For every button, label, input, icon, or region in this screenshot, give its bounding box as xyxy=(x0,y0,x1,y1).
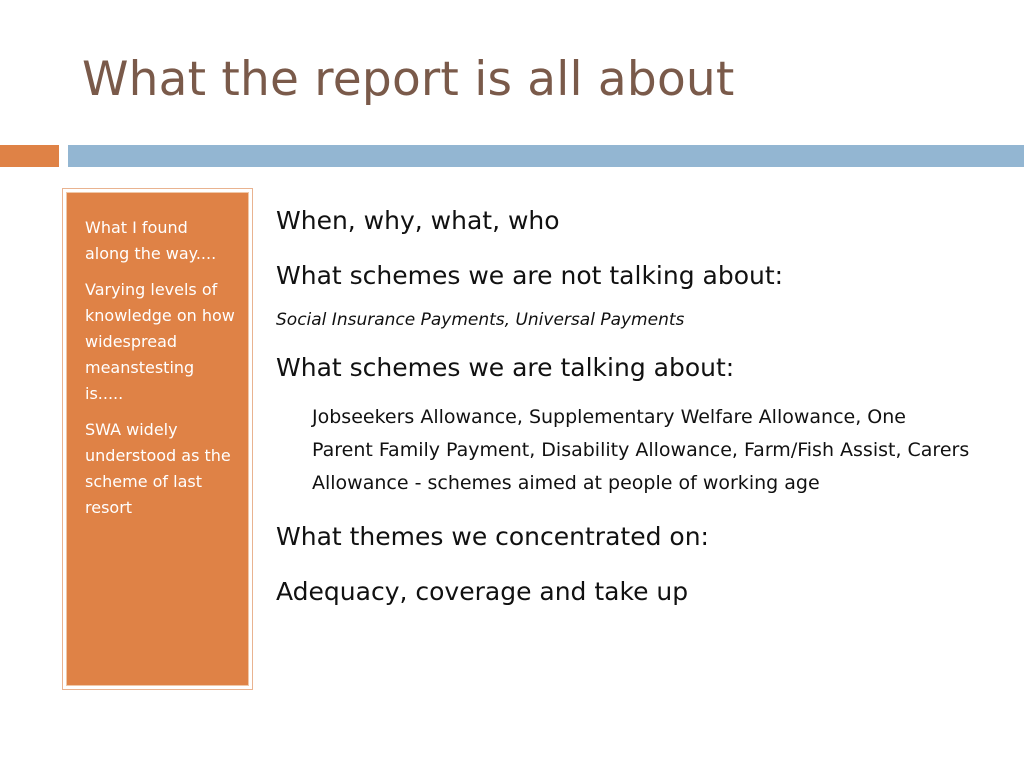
content-line-when-why: When, why, what, who xyxy=(276,206,560,235)
content-line-adequacy: Adequacy, coverage and take up xyxy=(276,577,689,606)
content-line-not-talking: What schemes we are not talking about: xyxy=(276,261,784,290)
content-body xyxy=(276,204,996,630)
accent-bar-orange xyxy=(0,145,59,167)
content-line-excluded-schemes: Social Insurance Payments, Universal Payments xyxy=(276,310,685,330)
content-line-talking: What schemes we are talking about: xyxy=(276,353,735,382)
content-line-themes: What themes we concentrated on: xyxy=(276,522,709,551)
sidebar-paragraph: What I found along the way.... xyxy=(85,218,217,263)
accent-bar-blue xyxy=(68,145,1024,167)
slide-title: What the report is all about xyxy=(82,52,735,107)
sidebar-paragraph: Varying levels of knowledge on how widespread meanstesting is..... xyxy=(85,280,235,403)
sidebar-paragraph: SWA widely understood as the scheme of last resort xyxy=(85,420,231,517)
content-line-included-schemes: Jobseekers Allowance, Supplementary Welfare Allowance, One Parent Family Payment, Disability Allowance, Farm/Fish Assist, Carers Allowance - schemes aimed at people of working age xyxy=(312,406,970,494)
sidebar-panel xyxy=(66,192,249,686)
